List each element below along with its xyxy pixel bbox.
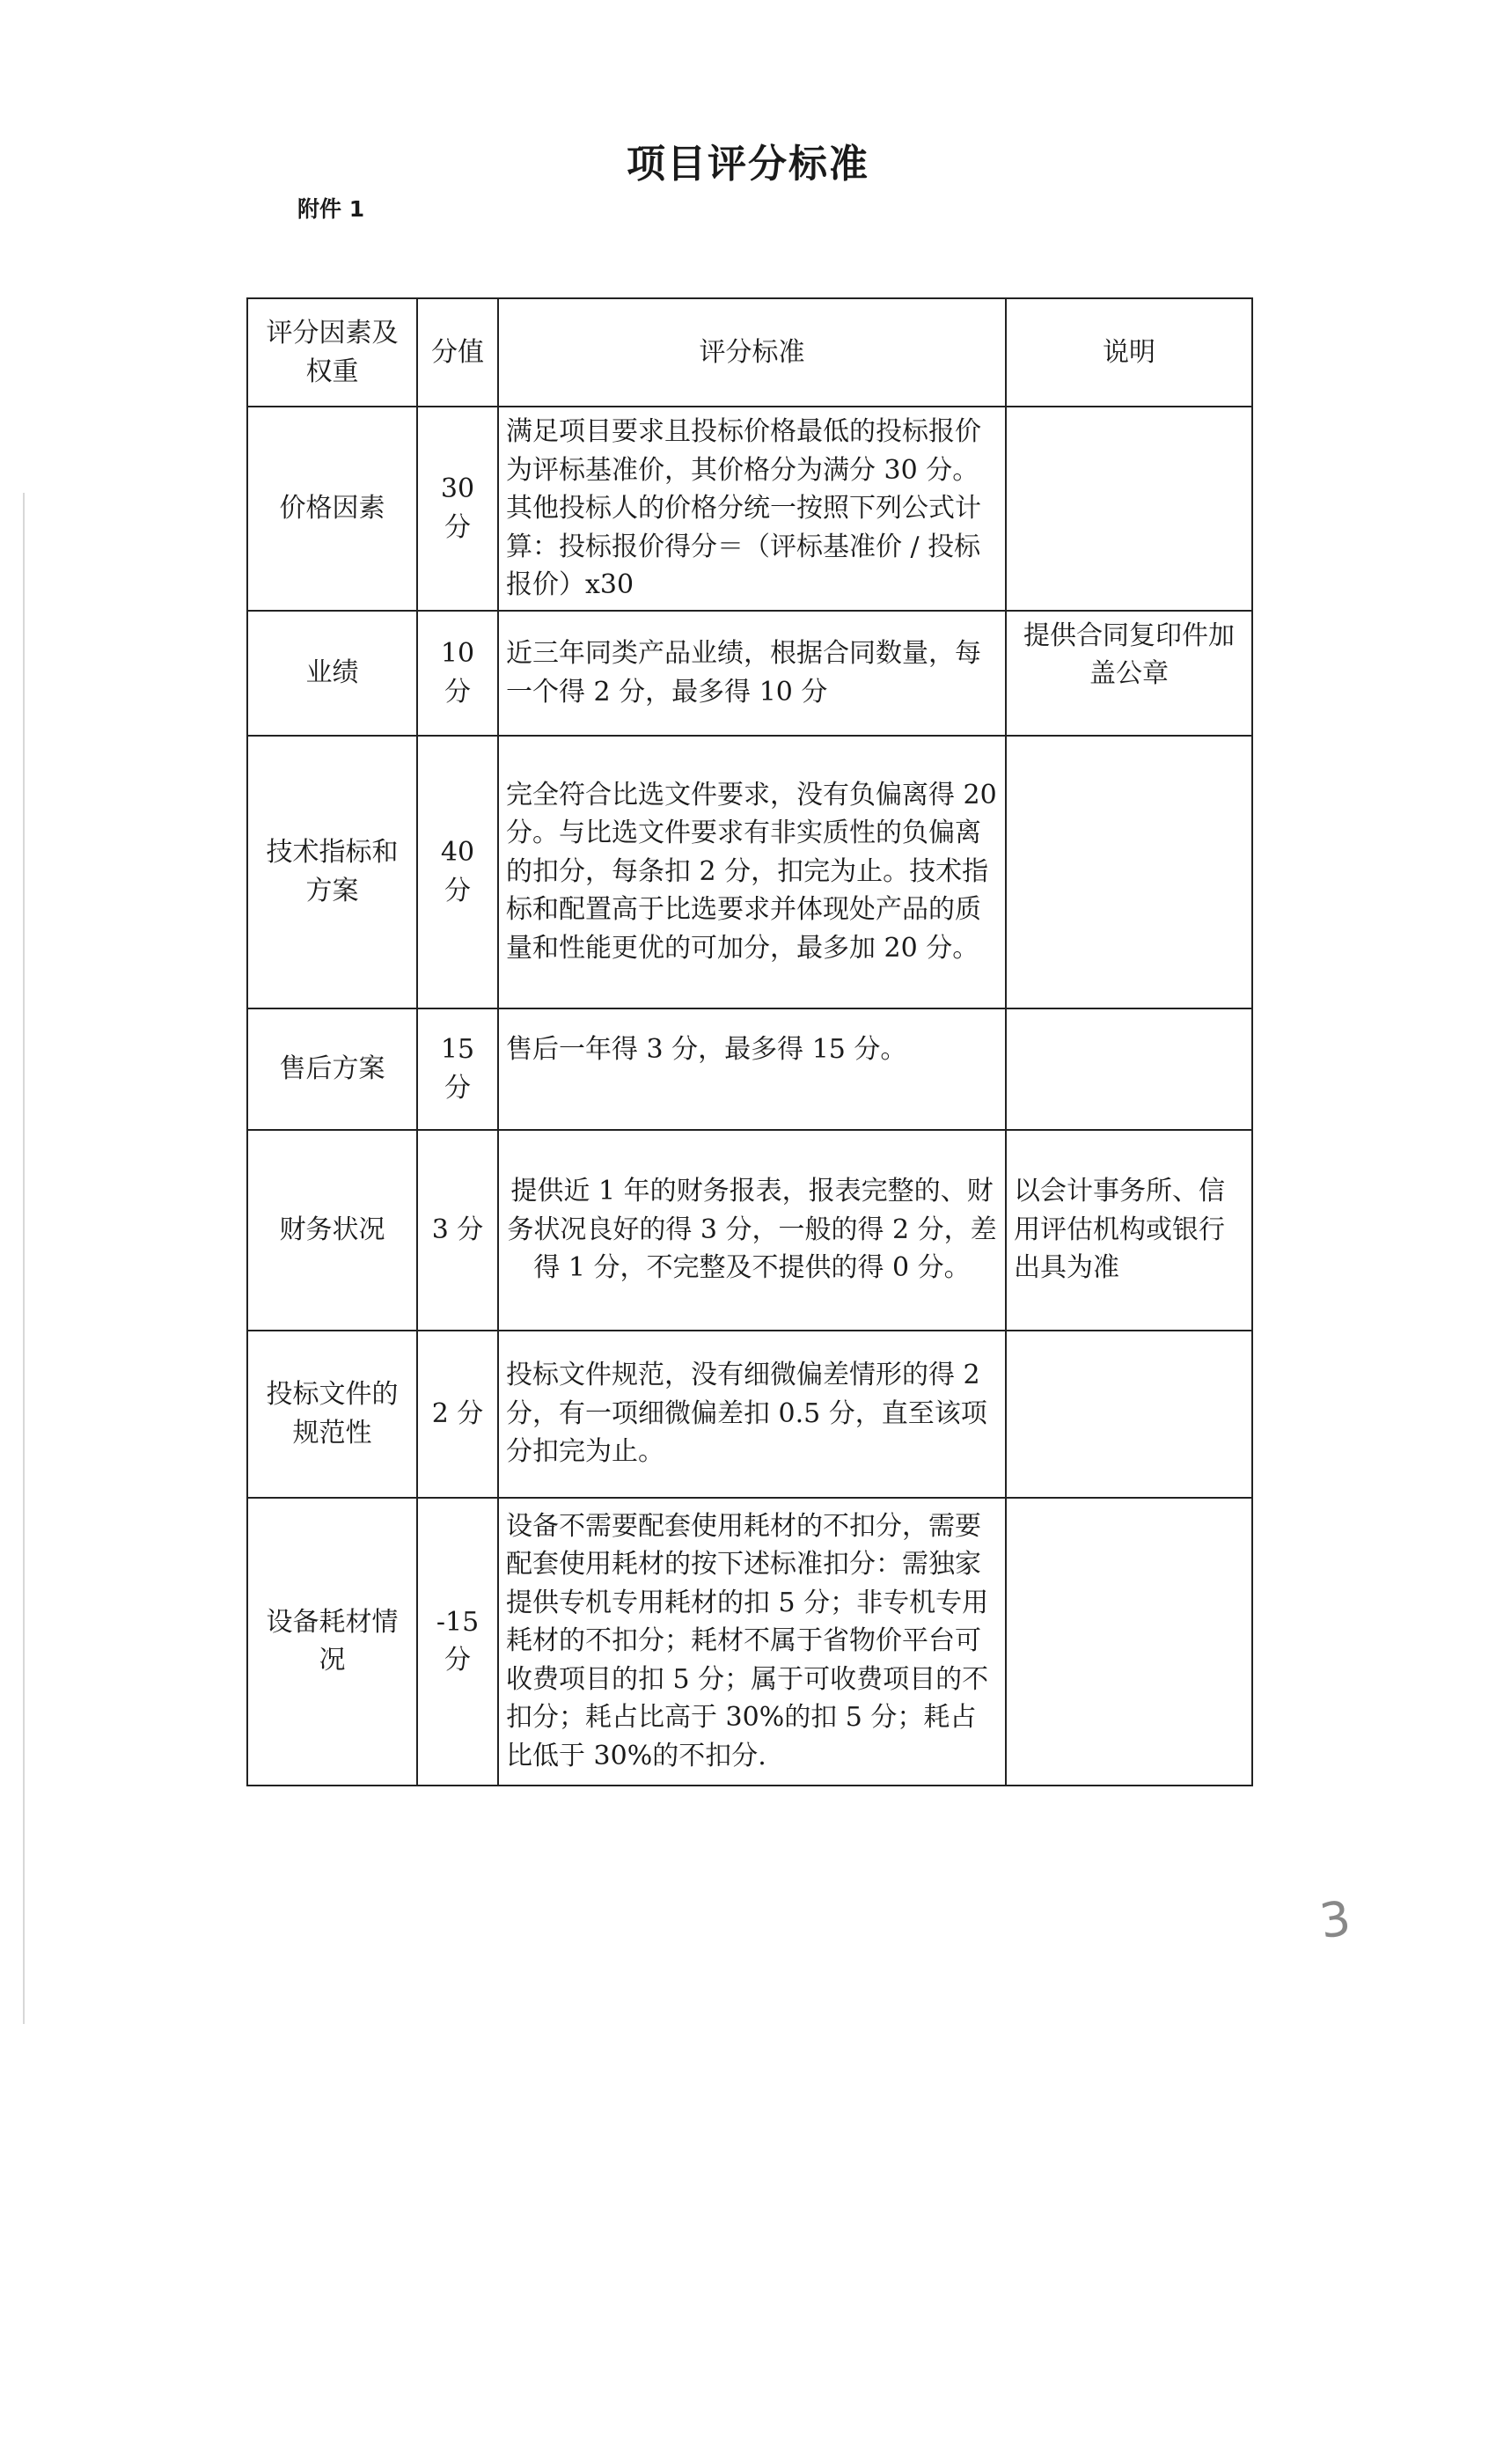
row-score: 3 分 [417, 1130, 498, 1331]
row-score: -15 分 [417, 1498, 498, 1786]
row-factor: 财务状况 [247, 1130, 417, 1331]
row-standard: 售后一年得 3 分，最多得 15 分。 [498, 1008, 1006, 1130]
row-standard: 设备不需要配套使用耗材的不扣分，需要配套使用耗材的按下述标准扣分：需独家提供专机专用耗材的扣 5 分；非专机专用耗材的不扣分；耗材不属于省物价平台可收费项目的扣 5 分；属于可收费项目的不扣分；耗占比高于 30%的扣 5 分；耗占比低于 30%的不扣分. [498, 1498, 1006, 1786]
row-factor: 价格因素 [247, 407, 417, 611]
row-factor: 投标文件的规范性 [247, 1331, 417, 1498]
table-row [247, 736, 1252, 1008]
row-standard: 满足项目要求且投标价格最低的投标报价为评标基准价，其价格分为满分 30 分。其他投标人的价格分统一按照下列公式计算：投标报价得分＝（评标基准价 / 投标报价）x30 [498, 407, 1006, 611]
header-score: 分值 [417, 298, 498, 407]
attachment-label: 附件 1 [297, 196, 365, 222]
row-factor: 技术指标和方案 [247, 736, 417, 1008]
scan-edge-line [23, 493, 25, 2024]
row-score: 30 分 [417, 407, 498, 611]
row-factor: 售后方案 [247, 1008, 417, 1130]
header-note: 说明 [1006, 298, 1252, 407]
page-title: 项目评分标准 [627, 142, 869, 187]
table-row [247, 1498, 1252, 1786]
row-standard: 近三年同类产品业绩，根据合同数量，每一个得 2 分，最多得 10 分 [498, 611, 1006, 736]
row-note [1006, 736, 1252, 1008]
row-standard: 提供近 1 年的财务报表，报表完整的、财务状况良好的得 3 分，一般的得 2 分，差得 1 分，不完整及不提供的得 0 分。 [498, 1130, 1006, 1331]
table-header-row [247, 298, 1252, 407]
row-note: 提供合同复印件加盖公章 [1006, 611, 1252, 736]
row-standard: 完全符合比选文件要求，没有负偏离得 20 分。与比选文件要求有非实质性的负偏离的扣分，每条扣 2 分，扣完为止。技术指标和配置高于比选要求并体现处产品的质量和性能更优的可加分，最多加 20 分。 [498, 736, 1006, 1008]
row-score: 10 分 [417, 611, 498, 736]
scoring-criteria-table [246, 297, 1253, 1786]
row-factor: 业绩 [247, 611, 417, 736]
row-factor: 设备耗材情况 [247, 1498, 417, 1786]
row-standard: 投标文件规范，没有细微偏差情形的得 2 分，有一项细微偏差扣 0.5 分，直至该项分扣完为止。 [498, 1331, 1006, 1498]
header-factor: 评分因素及权重 [247, 298, 417, 407]
table-row [247, 407, 1252, 611]
table-row [247, 1130, 1252, 1331]
row-score: 40 分 [417, 736, 498, 1008]
row-note [1006, 407, 1252, 611]
page-number: 3 [1316, 1889, 1354, 1950]
header-standard: 评分标准 [498, 298, 1006, 407]
row-note [1006, 1331, 1252, 1498]
table-row [247, 1331, 1252, 1498]
table-row [247, 1008, 1252, 1130]
row-note [1006, 1498, 1252, 1786]
row-note: 以会计事务所、信用评估机构或银行出具为准 [1006, 1130, 1252, 1331]
row-score: 2 分 [417, 1331, 498, 1498]
table-row [247, 611, 1252, 736]
row-score: 15 分 [417, 1008, 498, 1130]
row-note [1006, 1008, 1252, 1130]
